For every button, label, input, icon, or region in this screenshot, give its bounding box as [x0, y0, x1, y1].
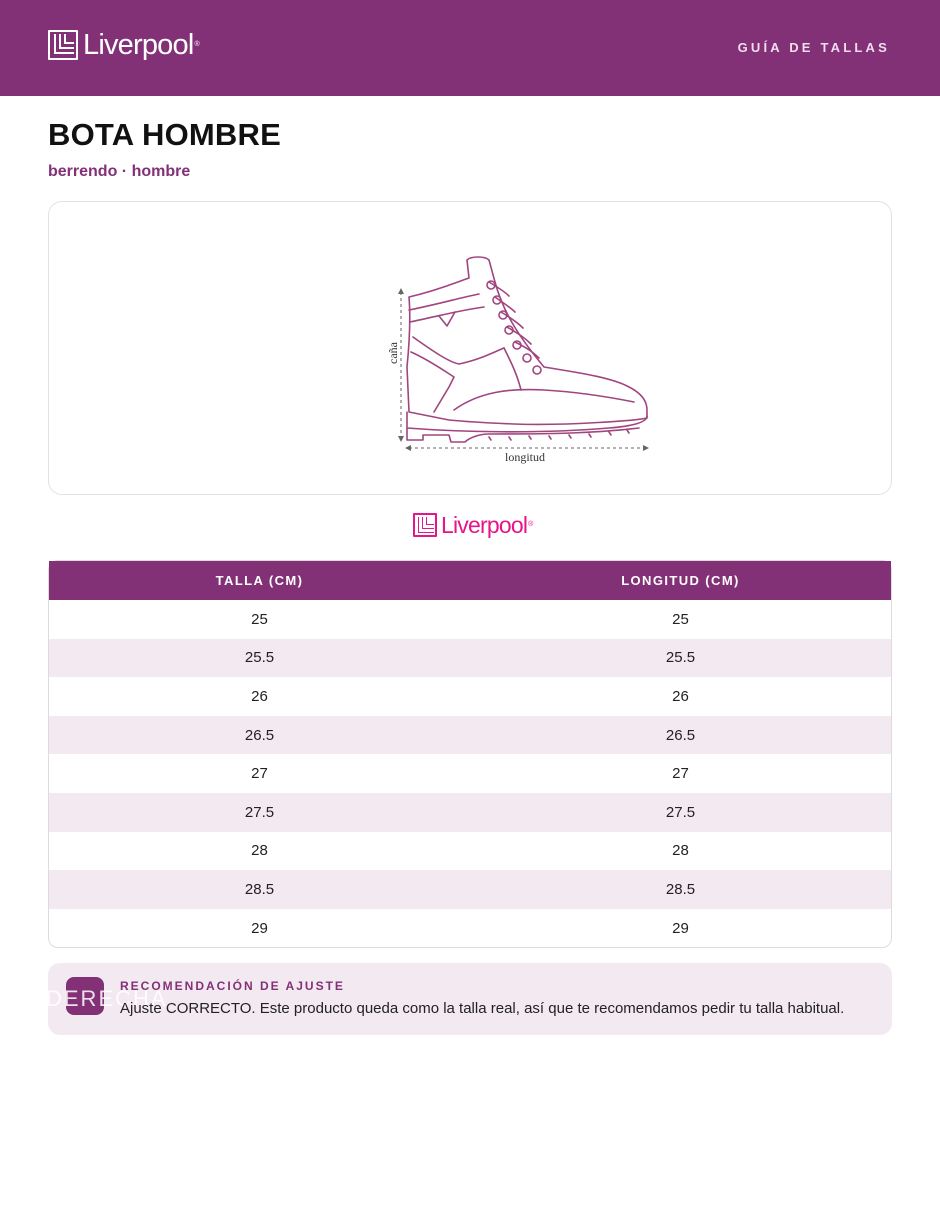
product-subtitle: berrendo · hombre — [48, 163, 191, 180]
table-header — [49, 561, 891, 600]
table-row — [49, 677, 891, 716]
brand-name: Liverpool — [83, 29, 194, 61]
length-cell: 28.5 — [665, 880, 696, 898]
size-cell: 26.5 — [244, 726, 275, 744]
size-cell: 28.5 — [244, 880, 275, 898]
size-cell: 29 — [251, 919, 268, 937]
liverpool-logo-icon — [413, 513, 437, 537]
column-header-length: LONGITUD (CM) — [621, 573, 740, 588]
length-cell: 26 — [672, 687, 689, 705]
table-row — [49, 639, 891, 678]
length-cell: 29 — [672, 919, 689, 937]
boot-illustration-icon — [339, 252, 669, 472]
top-header-bar — [0, 0, 940, 96]
product-title: BOTA HOMBRE — [48, 117, 281, 152]
table-row — [49, 909, 891, 948]
size-table — [48, 560, 892, 948]
length-cell: 26.5 — [665, 726, 696, 744]
size-cell: 26 — [251, 687, 268, 705]
brand-name-secondary: Liverpool — [441, 512, 528, 538]
length-label: longitud — [505, 450, 546, 464]
size-cell: 28 — [251, 842, 268, 860]
length-cell: 28 — [672, 842, 689, 860]
table-row — [49, 793, 891, 832]
size-cell: 27 — [251, 765, 268, 783]
liverpool-logo[interactable]: Liverpool® — [48, 30, 199, 60]
liverpool-logo-icon — [48, 30, 78, 60]
length-cell: 27 — [672, 765, 689, 783]
size-cell: 27.5 — [244, 803, 275, 821]
table-body — [49, 600, 891, 947]
height-label: caña — [386, 342, 400, 364]
size-cell: 25.5 — [244, 649, 275, 667]
fit-recommendation-icon — [46, 977, 168, 1015]
table-row — [49, 870, 891, 909]
table-row — [49, 716, 891, 755]
size-guide-label: GUÍA DE TALLAS — [737, 40, 890, 55]
liverpool-logo-secondary: Liverpool® — [413, 513, 533, 537]
fit-icon-label: DERECHA — [46, 986, 168, 1011]
column-header-size: TALLA (CM) — [215, 573, 304, 588]
table-row — [49, 600, 891, 639]
size-cell: 25 — [251, 610, 268, 628]
table-row — [49, 754, 891, 793]
length-cell: 25 — [672, 610, 689, 628]
table-row — [49, 832, 891, 871]
fit-recommendation-text: Ajuste CORRECTO. Este producto queda como la talla real, así que te recomendamos pedir tu talla habitual. — [120, 1000, 845, 1017]
boot-figure-card — [48, 201, 892, 495]
fit-recommendation-box — [48, 963, 892, 1035]
length-cell: 27.5 — [665, 803, 696, 821]
length-cell: 25.5 — [665, 649, 696, 667]
fit-recommendation-title: RECOMENDACIÓN DE AJUSTE — [120, 979, 345, 993]
